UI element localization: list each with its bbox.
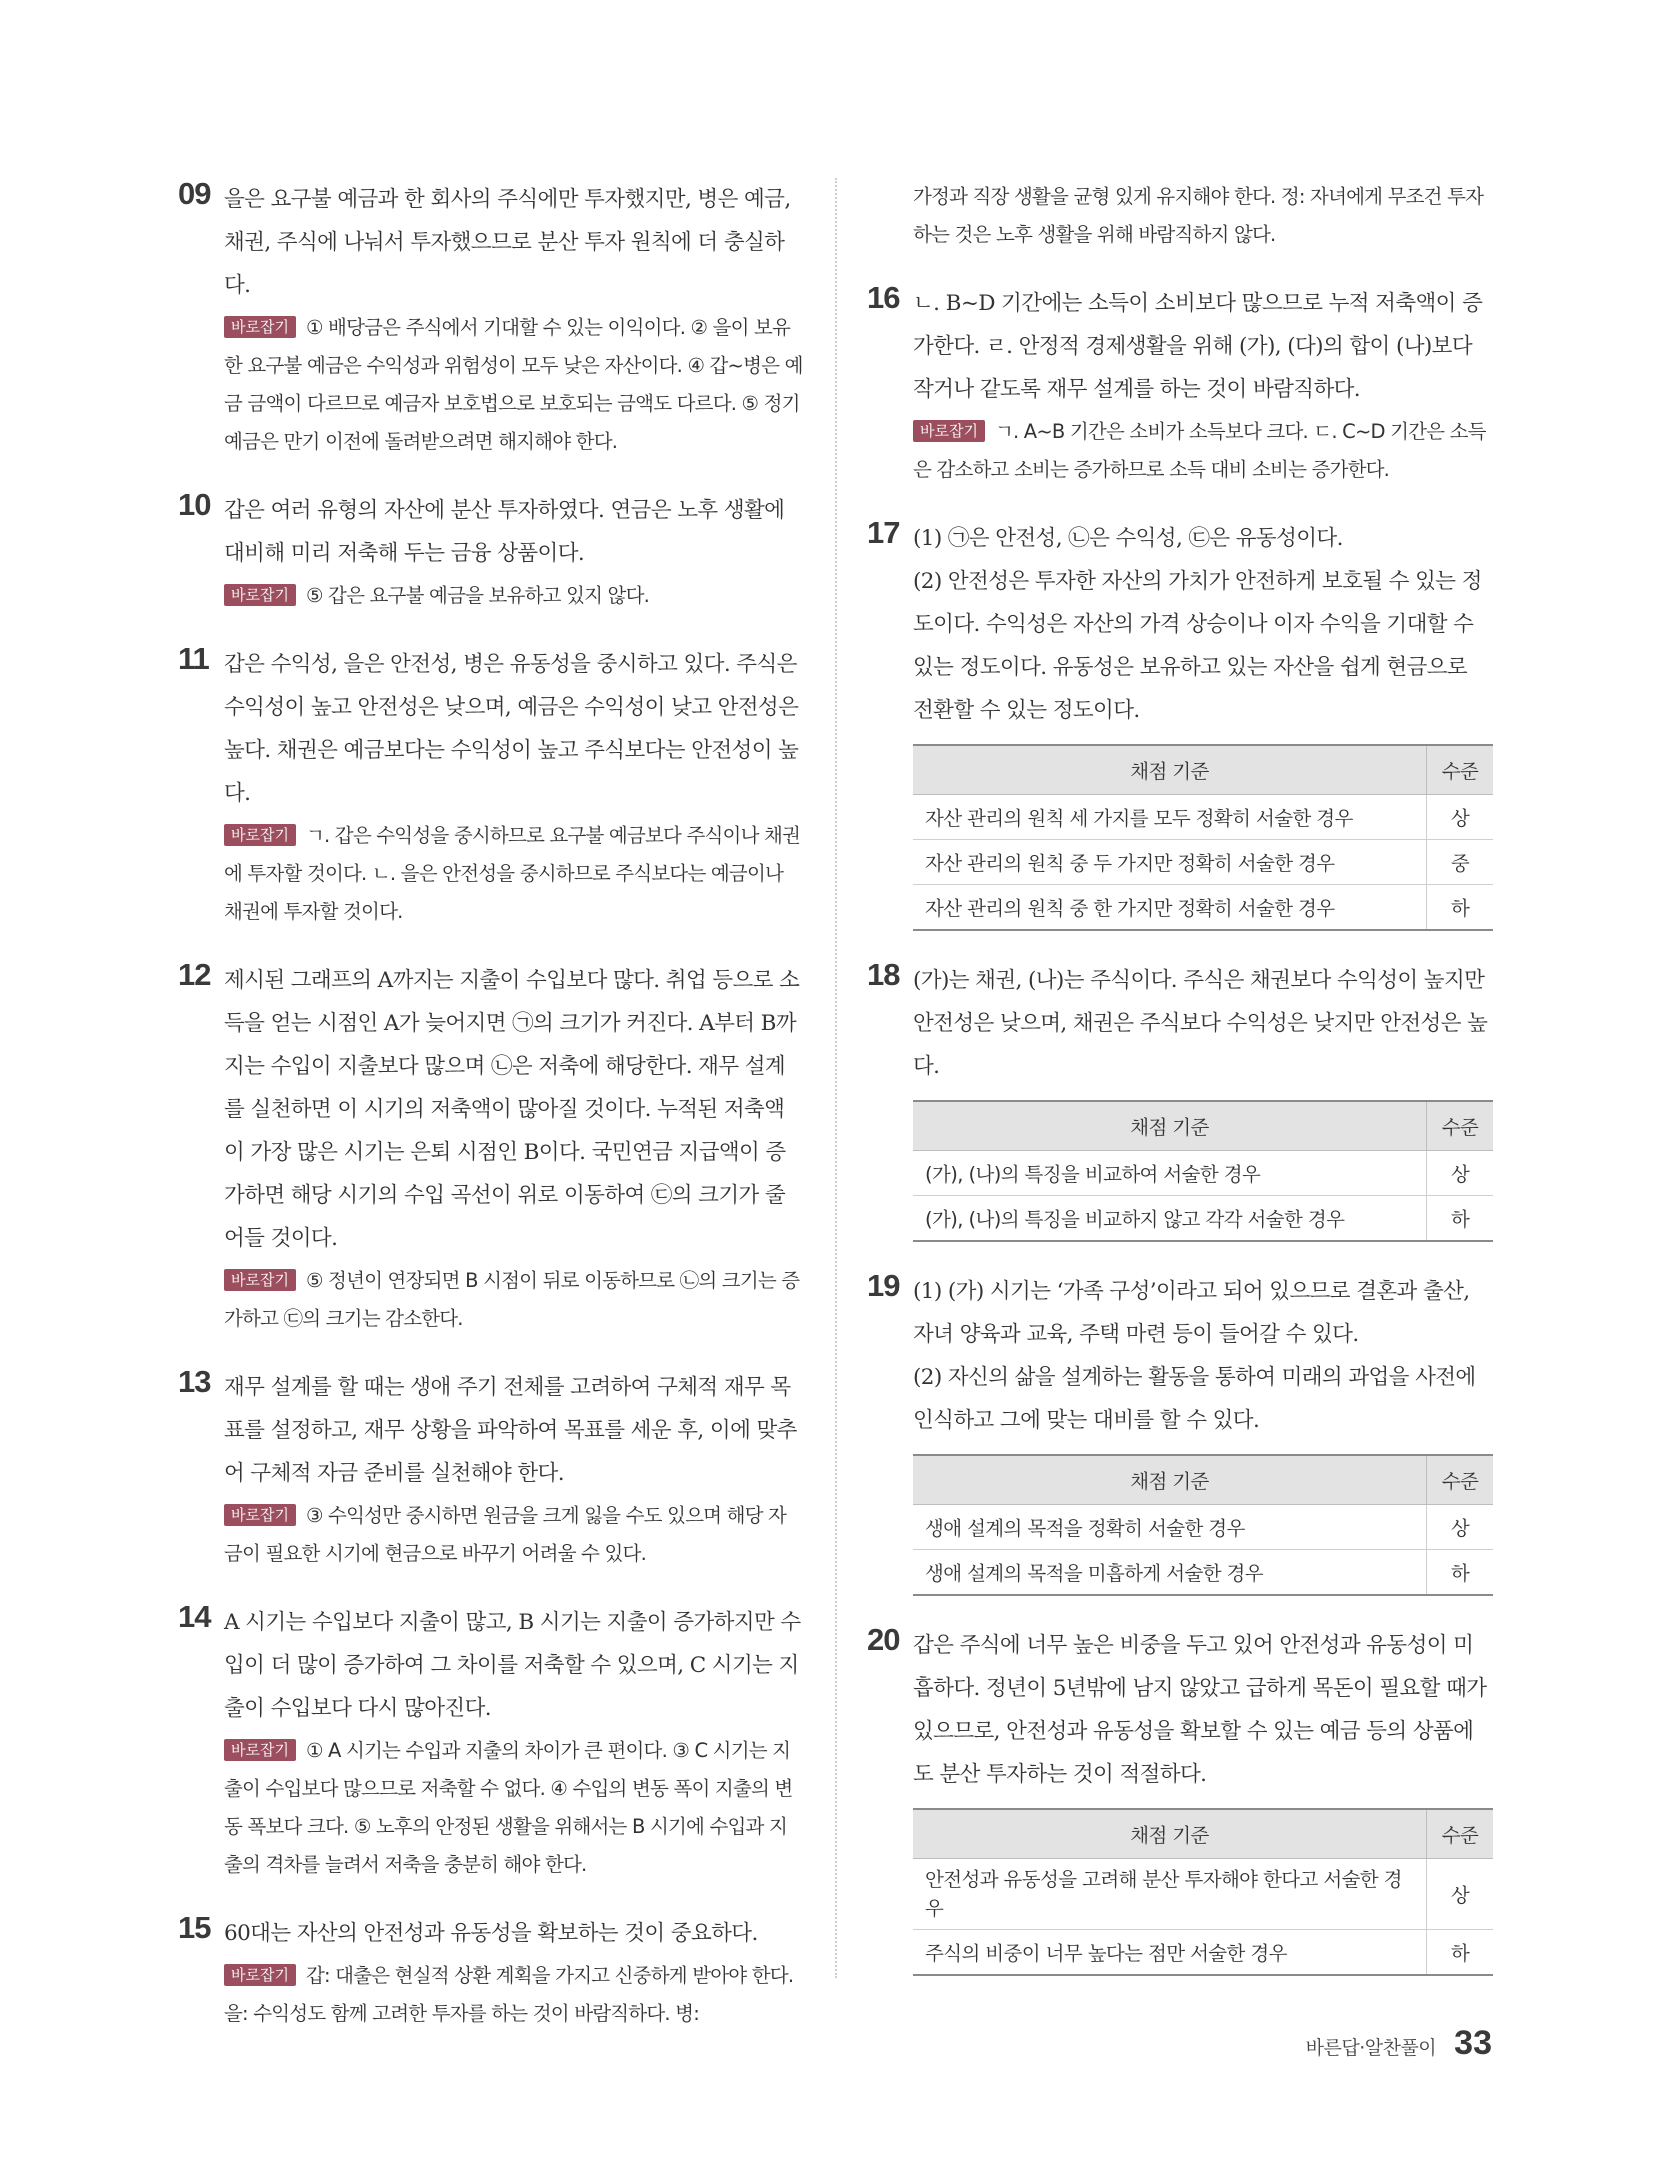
correction-tag: 바로잡기	[224, 1739, 296, 1761]
question-number: 15	[178, 1910, 211, 1945]
correction-tag: 바로잡기	[224, 824, 296, 846]
correction-note-continued: 가정과 직장 생활을 균형 있게 유지해야 한다. 정: 자녀에게 무조건 투자하는 것은 노후 생활을 위해 바람직하지 않다.	[913, 185, 1484, 246]
right-column	[867, 178, 1492, 2004]
level-cell: 중	[1427, 840, 1494, 885]
correction-tag: 바로잡기	[913, 420, 985, 442]
question-number: 11	[178, 641, 209, 676]
correction-tag: 바로잡기	[224, 1504, 296, 1526]
question-19	[867, 1270, 1492, 1596]
answer-text: ㄴ. B~D 기간에는 소득이 소비보다 많으므로 누적 저축액이 증가한다. ㄹ. 안정적 경제생활을 위해 (가), (다)의 합이 (나)보다 작거나 같도록 재무 설계를 하는 것이 바람직하다.	[913, 291, 1483, 402]
scoring-table	[913, 1454, 1493, 1596]
level-cell: 상	[1427, 1859, 1494, 1930]
level-cell: 하	[1427, 1930, 1494, 1976]
criteria-cell: (가), (나)의 특징을 비교하지 않고 각각 서술한 경우	[913, 1196, 1427, 1242]
answer-text: 갑은 수익성, 을은 안전성, 병은 유동성을 중시하고 있다. 주식은 수익성이 높고 안전성은 낮으며, 예금은 수익성이 낮고 안전성은 높다. 채권은 예금보다는 수익성이 높고 주식보다는 안전성이 높다.	[224, 652, 799, 806]
page-footer	[1306, 2024, 1492, 2063]
question-09	[178, 178, 803, 461]
criteria-cell: 생애 설계의 목적을 미흡하게 서술한 경우	[913, 1550, 1427, 1596]
table-header-row	[913, 1101, 1493, 1151]
question-number: 14	[178, 1599, 211, 1634]
correction-note: 바로잡기 갑: 대출은 현실적 상환 계획을 가지고 신중하게 받아야 한다. 을: 수익성도 함께 고려한 투자를 하는 것이 바람직하다. 병:	[224, 1964, 794, 2025]
level-cell: 상	[1427, 1151, 1494, 1196]
correction-note: 바로잡기 ㄱ. A~B 기간은 소비가 소득보다 크다. ㄷ. C~D 기간은 소득은 감소하고 소비는 증가하므로 소득 대비 소비는 증가한다.	[913, 420, 1486, 481]
correction-note: 바로잡기 ⑤ 갑은 요구불 예금을 보유하고 있지 않다.	[224, 577, 803, 615]
header-criteria: 채점 기준	[913, 1101, 1427, 1151]
header-level: 수준	[1427, 745, 1494, 795]
table-row	[913, 1505, 1493, 1550]
question-15	[178, 1912, 803, 2033]
header-criteria: 채점 기준	[913, 1455, 1427, 1505]
table-row	[913, 1859, 1493, 1930]
header-level: 수준	[1427, 1455, 1494, 1505]
correction-tag: 바로잡기	[224, 316, 296, 338]
correction-note: 바로잡기 ① A 시기는 수입과 지출의 차이가 큰 편이다. ③ C 시기는 지출이 수입보다 많으므로 저축할 수 없다. ④ 수입의 변동 폭이 지출의 변동 폭보다 크다. ⑤ 노후의 안정된 생활을 위해서는 B 시기에 수입과 지출의 격차를 늘려서 저축을 충분히 해야 한다.	[224, 1739, 793, 1876]
criteria-cell: 자산 관리의 원칙 중 한 가지만 정확히 서술한 경우	[913, 885, 1427, 931]
footer-book-title: 바른답·알찬풀이	[1305, 2037, 1437, 2059]
criteria-cell: 자산 관리의 원칙 세 가지를 모두 정확히 서술한 경우	[913, 795, 1427, 840]
criteria-cell: 안전성과 유동성을 고려해 분산 투자해야 한다고 서술한 경우	[913, 1859, 1427, 1930]
answer-text: (가)는 채권, (나)는 주식이다. 주식은 채권보다 수익성이 높지만 안전성은 낮으며, 채권은 주식보다 수익성은 낮지만 안전성은 높다.	[913, 968, 1488, 1079]
answer-part-2: (2) 자신의 삶을 설계하는 활동을 통하여 미래의 과업을 사전에 인식하고 그에 맞는 대비를 할 수 있다.	[913, 1365, 1476, 1433]
question-number: 17	[867, 515, 900, 550]
question-number: 10	[178, 487, 211, 522]
question-number: 19	[867, 1268, 900, 1303]
table-row	[913, 1196, 1493, 1242]
question-number: 20	[867, 1622, 900, 1657]
scoring-table	[913, 1100, 1493, 1242]
correction-note: 바로잡기 ⑤ 정년이 연장되면 B 시점이 뒤로 이동하므로 ㉡의 크기는 증가하고 ㉢의 크기는 감소한다.	[224, 1269, 800, 1330]
table-row	[913, 885, 1493, 931]
question-11	[178, 643, 803, 931]
question-17	[867, 517, 1492, 931]
table-row	[913, 1550, 1493, 1596]
header-level: 수준	[1427, 1809, 1494, 1859]
correction-tag: 바로잡기	[224, 1964, 296, 1986]
criteria-cell: 생애 설계의 목적을 정확히 서술한 경우	[913, 1505, 1427, 1550]
question-10	[178, 489, 803, 615]
answer-text: A 시기는 수입보다 지출이 많고, B 시기는 지출이 증가하지만 수입이 더 많이 증가하여 그 차이를 저축할 수 있으며, C 시기는 지출이 수입보다 다시 많아진다.	[224, 1610, 801, 1721]
level-cell: 상	[1427, 795, 1494, 840]
correction-note: 바로잡기 ③ 수익성만 중시하면 원금을 크게 잃을 수도 있으며 해당 자금이 필요한 시기에 현금으로 바꾸기 어려울 수 있다.	[224, 1504, 787, 1565]
table-header-row	[913, 745, 1493, 795]
question-18	[867, 959, 1492, 1242]
table-row	[913, 840, 1493, 885]
answer-text: 제시된 그래프의 A까지는 지출이 수입보다 많다. 취업 등으로 소득을 얻는 시점인 A가 늦어지면 ㉠의 크기가 커진다. A부터 B까지는 수입이 지출보다 많으며 ㉡은 저축에 해당한다. 재무 설계를 실천하면 이 시기의 저축액이 많아질 것이다. 누적된 저축액이 가장 많은 시기는 은퇴 시점인 B이다. 국민연금 지급액이 증가하면 해당 시기의 수입 곡선이 위로 이동하여 ㉢의 크기가 줄어들 것이다.	[224, 968, 800, 1251]
question-20	[867, 1624, 1492, 1976]
table-row	[913, 1151, 1493, 1196]
question-13	[178, 1366, 803, 1573]
criteria-cell: 주식의 비중이 너무 높다는 점만 서술한 경우	[913, 1930, 1427, 1976]
answer-text: 갑은 여러 유형의 자산에 분산 투자하였다. 연금은 노후 생활에 대비해 미리 저축해 두는 금융 상품이다.	[224, 498, 785, 566]
header-criteria: 채점 기준	[913, 1809, 1427, 1859]
scoring-table	[913, 744, 1493, 931]
page-number: 33	[1454, 2024, 1492, 2062]
column-divider	[835, 178, 837, 1978]
question-number: 13	[178, 1364, 211, 1399]
question-12	[178, 959, 803, 1338]
answer-part-1: (1) ㉠은 안전성, ㉡은 수익성, ㉢은 유동성이다.	[913, 526, 1343, 551]
answer-text: 재무 설계를 할 때는 생애 주기 전체를 고려하여 구체적 재무 목표를 설정하고, 재무 상황을 파악하여 목표를 세운 후, 이에 맞추어 구체적 자금 준비를 실천해야 한다.	[224, 1375, 797, 1486]
table-row	[913, 795, 1493, 840]
table-header-row	[913, 1455, 1493, 1505]
answer-part-1: (1) (가) 시기는 ‘가족 구성’이라고 되어 있으므로 결혼과 출산, 자녀 양육과 교육, 주택 마련 등이 들어갈 수 있다.	[913, 1279, 1470, 1347]
level-cell: 하	[1427, 885, 1494, 931]
question-number: 12	[178, 957, 211, 992]
table-row	[913, 1930, 1493, 1976]
header-level: 수준	[1427, 1101, 1494, 1151]
question-number: 18	[867, 957, 900, 992]
level-cell: 하	[1427, 1196, 1494, 1242]
level-cell: 하	[1427, 1550, 1494, 1596]
criteria-cell: (가), (나)의 특징을 비교하여 서술한 경우	[913, 1151, 1427, 1196]
question-14	[178, 1601, 803, 1884]
answer-text: 60대는 자산의 안전성과 유동성을 확보하는 것이 중요하다.	[224, 1921, 758, 1946]
question-15-continued	[867, 178, 1492, 254]
criteria-cell: 자산 관리의 원칙 중 두 가지만 정확히 서술한 경우	[913, 840, 1427, 885]
question-16	[867, 282, 1492, 489]
correction-note: 바로잡기 ① 배당금은 주식에서 기대할 수 있는 이익이다. ② 을이 보유한 요구불 예금은 수익성과 위험성이 모두 낮은 자산이다. ④ 갑~병은 예금 금액이 다르므로 예금자 보호법으로 보호되는 금액도 다르다. ⑤ 정기 예금은 만기 이전에 돌려받으려면 해지해야 한다.	[224, 316, 803, 453]
answer-part-2: (2) 안전성은 투자한 자산의 가치가 안전하게 보호될 수 있는 정도이다. 수익성은 자산의 가격 상승이나 이자 수익을 기대할 수 있는 정도이다. 유동성은 보유하고 있는 자산을 쉽게 현금으로 전환할 수 있는 정도이다.	[913, 569, 1482, 723]
scoring-table	[913, 1808, 1493, 1976]
question-number: 09	[178, 176, 211, 211]
table-header-row	[913, 1809, 1493, 1859]
answer-text: 을은 요구불 예금과 한 회사의 주식에만 투자했지만, 병은 예금, 채권, 주식에 나눠서 투자했으므로 분산 투자 원칙에 더 충실하다.	[224, 187, 791, 298]
level-cell: 상	[1427, 1505, 1494, 1550]
header-criteria: 채점 기준	[913, 745, 1427, 795]
left-column	[178, 178, 803, 2061]
answer-text: 갑은 주식에 너무 높은 비중을 두고 있어 안전성과 유동성이 미흡하다. 정년이 5년밖에 남지 않았고 급하게 목돈이 필요할 때가 있으므로, 안전성과 유동성을 확보할 수 있는 예금 등의 상품에도 분산 투자하는 것이 적절하다.	[913, 1633, 1487, 1787]
correction-tag: 바로잡기	[224, 1269, 296, 1291]
correction-tag: 바로잡기	[224, 584, 296, 606]
correction-note: 바로잡기 ㄱ. 갑은 수익성을 중시하므로 요구불 예금보다 주식이나 채권에 투자할 것이다. ㄴ. 을은 안전성을 중시하므로 주식보다는 예금이나 채권에 투자할 것이다.	[224, 824, 801, 923]
question-number: 16	[867, 280, 900, 315]
